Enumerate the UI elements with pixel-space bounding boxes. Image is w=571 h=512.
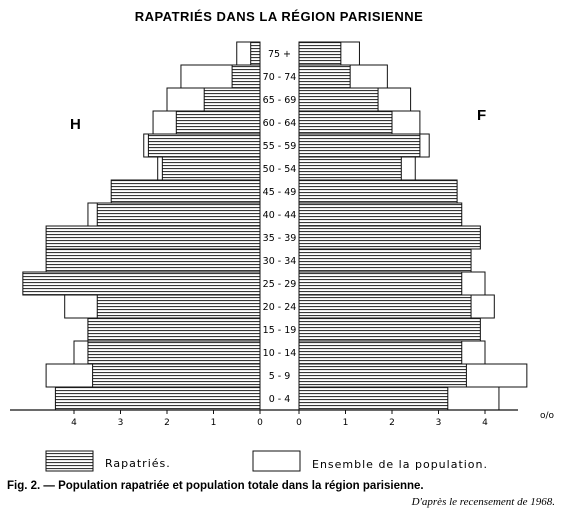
left-rapatries-bar bbox=[204, 88, 260, 111]
left-rapatries-bar bbox=[88, 341, 260, 364]
right-side-label: F bbox=[477, 107, 487, 124]
left-rapatries-bar bbox=[23, 272, 260, 295]
right-rapatries-bar bbox=[299, 42, 341, 65]
age-group-label: 45 - 49 bbox=[262, 187, 297, 198]
left-side-label: H bbox=[70, 116, 81, 133]
left-rapatries-bar bbox=[88, 318, 260, 341]
left-rapatries-bar bbox=[55, 387, 260, 410]
left-rapatries-bar bbox=[97, 203, 260, 226]
age-group-label: 20 - 24 bbox=[262, 302, 297, 313]
right-rapatries-bar bbox=[299, 341, 462, 364]
right-rapatries-bar bbox=[299, 180, 457, 203]
axis-tick-label: 2 bbox=[164, 418, 170, 428]
source-note: D'après le recensement de 1968. bbox=[411, 496, 555, 508]
axis-tick-label: 1 bbox=[342, 418, 349, 428]
left-bars-group bbox=[23, 42, 260, 410]
age-labels-group bbox=[263, 49, 297, 405]
left-rapatries-bar bbox=[148, 134, 260, 157]
axis-tick-label: 3 bbox=[435, 418, 442, 428]
age-group-label: 25 - 29 bbox=[262, 279, 297, 290]
age-group-label: 60 - 64 bbox=[262, 118, 297, 129]
axis-tick-label: 3 bbox=[117, 418, 124, 428]
figure-caption: Fig. 2. — Population rapatriée et population totale dans la région parisienne. bbox=[7, 480, 424, 492]
right-rapatries-bar bbox=[299, 203, 462, 226]
right-rapatries-bar bbox=[299, 88, 378, 111]
right-rapatries-bar bbox=[299, 295, 471, 318]
right-rapatries-bar bbox=[299, 364, 466, 387]
age-group-label: 0 - 4 bbox=[268, 394, 291, 405]
axis-ticks-group bbox=[71, 410, 488, 428]
left-rapatries-bar bbox=[176, 111, 260, 134]
right-rapatries-bar bbox=[299, 157, 401, 180]
right-rapatries-bar bbox=[299, 387, 448, 410]
axis-tick-label: 4 bbox=[482, 418, 488, 428]
age-group-label: 50 - 54 bbox=[262, 164, 297, 175]
age-group-label: 40 - 44 bbox=[262, 210, 297, 221]
age-group-label: 75 + bbox=[267, 49, 292, 60]
right-bars-group bbox=[299, 42, 527, 410]
right-rapatries-bar bbox=[299, 111, 392, 134]
age-group-label: 70 - 74 bbox=[262, 72, 297, 83]
right-rapatries-bar bbox=[299, 249, 471, 272]
age-group-label: 10 - 14 bbox=[262, 348, 297, 359]
axis-tick-label: 1 bbox=[210, 418, 217, 428]
axis-tick-label: 4 bbox=[71, 418, 77, 428]
left-rapatries-bar bbox=[46, 249, 260, 272]
left-rapatries-bar bbox=[162, 157, 260, 180]
left-rapatries-bar bbox=[97, 295, 260, 318]
age-group-label: 5 - 9 bbox=[268, 371, 291, 382]
left-rapatries-bar bbox=[111, 180, 260, 203]
legend-swatch-ensemble bbox=[253, 451, 300, 471]
left-rapatries-bar bbox=[93, 364, 260, 387]
age-group-label: 15 - 19 bbox=[262, 325, 297, 336]
axis-tick-label: 2 bbox=[389, 418, 395, 428]
right-rapatries-bar bbox=[299, 318, 480, 341]
legend-label-ensemble: Ensemble de la population. bbox=[312, 458, 489, 471]
left-rapatries-bar bbox=[251, 42, 260, 65]
right-rapatries-bar bbox=[299, 134, 420, 157]
age-group-label: 55 - 59 bbox=[262, 141, 297, 152]
axis-tick-label: 0 bbox=[296, 418, 302, 428]
legend-label-rapatries: Rapatriés. bbox=[105, 457, 171, 470]
age-group-label: 35 - 39 bbox=[262, 233, 297, 244]
age-group-label: 65 - 69 bbox=[262, 95, 297, 106]
age-group-label: 30 - 34 bbox=[262, 256, 297, 267]
axis-tick-label: 0 bbox=[257, 418, 263, 428]
right-rapatries-bar bbox=[299, 272, 462, 295]
right-rapatries-bar bbox=[299, 65, 350, 88]
left-rapatries-bar bbox=[46, 226, 260, 249]
chart-title: RAPATRIÉS DANS LA RÉGION PARISIENNE bbox=[134, 9, 424, 24]
unit-label: o/o bbox=[540, 411, 555, 421]
left-rapatries-bar bbox=[232, 65, 260, 88]
right-rapatries-bar bbox=[299, 226, 480, 249]
legend-swatch-rapatries bbox=[46, 451, 93, 471]
